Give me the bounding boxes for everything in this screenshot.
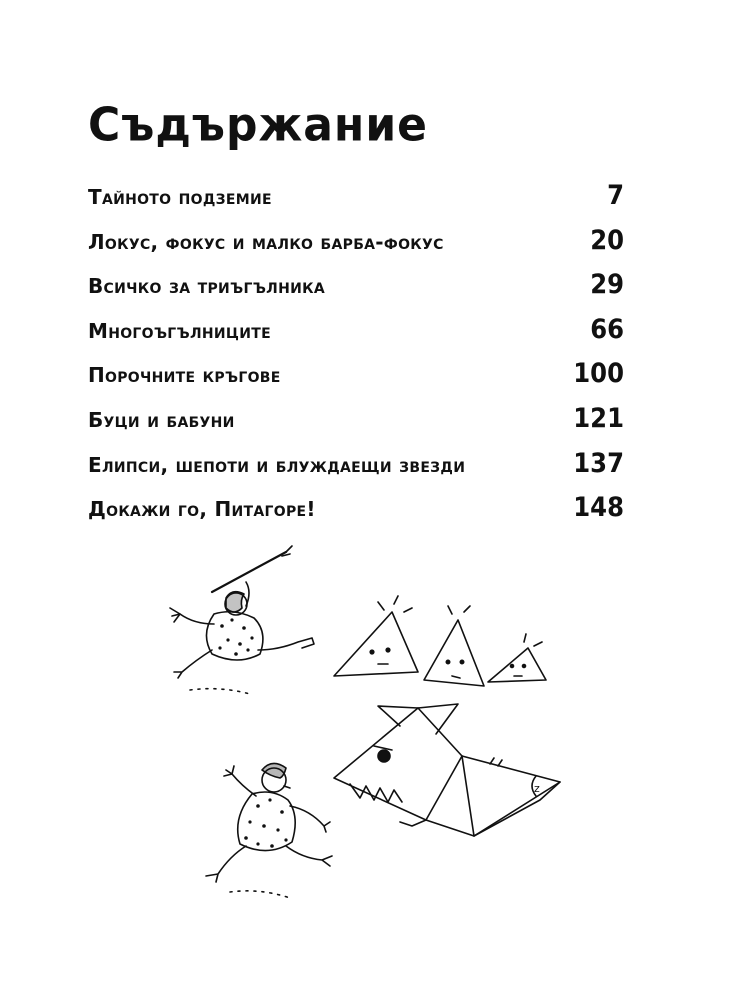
page-title: Съдържание (88, 98, 428, 153)
toc-entry-page: 66 (590, 313, 624, 345)
toc-entry-page: 29 (590, 269, 624, 301)
toc-entry-page: 121 (573, 402, 624, 434)
toc-entry-title: Всичко за триъгълника (88, 274, 325, 299)
toc-entry[interactable] (88, 358, 624, 403)
fleeing-caveman (206, 763, 332, 898)
toc-entry-title: Локус, фокус и малко барба-фокус (88, 229, 444, 254)
cartoon-illustration (160, 540, 580, 920)
toc-entry-page: 100 (573, 358, 624, 390)
toc-entry[interactable] (88, 269, 624, 314)
triangle-shark (334, 704, 560, 836)
toc-entry-page: 20 (590, 224, 624, 256)
toc-entry-title: Докажи го, Питагоре! (88, 497, 316, 522)
toc-entry-page: 7 (607, 180, 624, 211)
toc-entry-title: Тайното подземие (88, 185, 272, 209)
toc-entry-title: Порочните кръгове (88, 363, 281, 388)
angle-label: z (534, 782, 540, 795)
triangle-creatures (334, 596, 546, 686)
toc-entry[interactable] (88, 492, 624, 537)
table-of-contents (88, 180, 624, 537)
caveman-with-club (170, 546, 314, 694)
toc-entry-title: Буци и бабуни (88, 407, 235, 432)
toc-entry[interactable] (88, 314, 624, 359)
toc-entry-page: 137 (573, 447, 624, 479)
toc-entry[interactable] (88, 225, 624, 270)
toc-entry-title: Многоъгълниците (88, 318, 271, 343)
toc-entry[interactable] (88, 448, 624, 493)
toc-entry-title: Елипси, шепоти и блуждаещи звезди (88, 452, 466, 477)
toc-entry-page: 148 (573, 492, 624, 524)
toc-entry[interactable] (88, 180, 624, 225)
toc-entry[interactable] (88, 403, 624, 448)
